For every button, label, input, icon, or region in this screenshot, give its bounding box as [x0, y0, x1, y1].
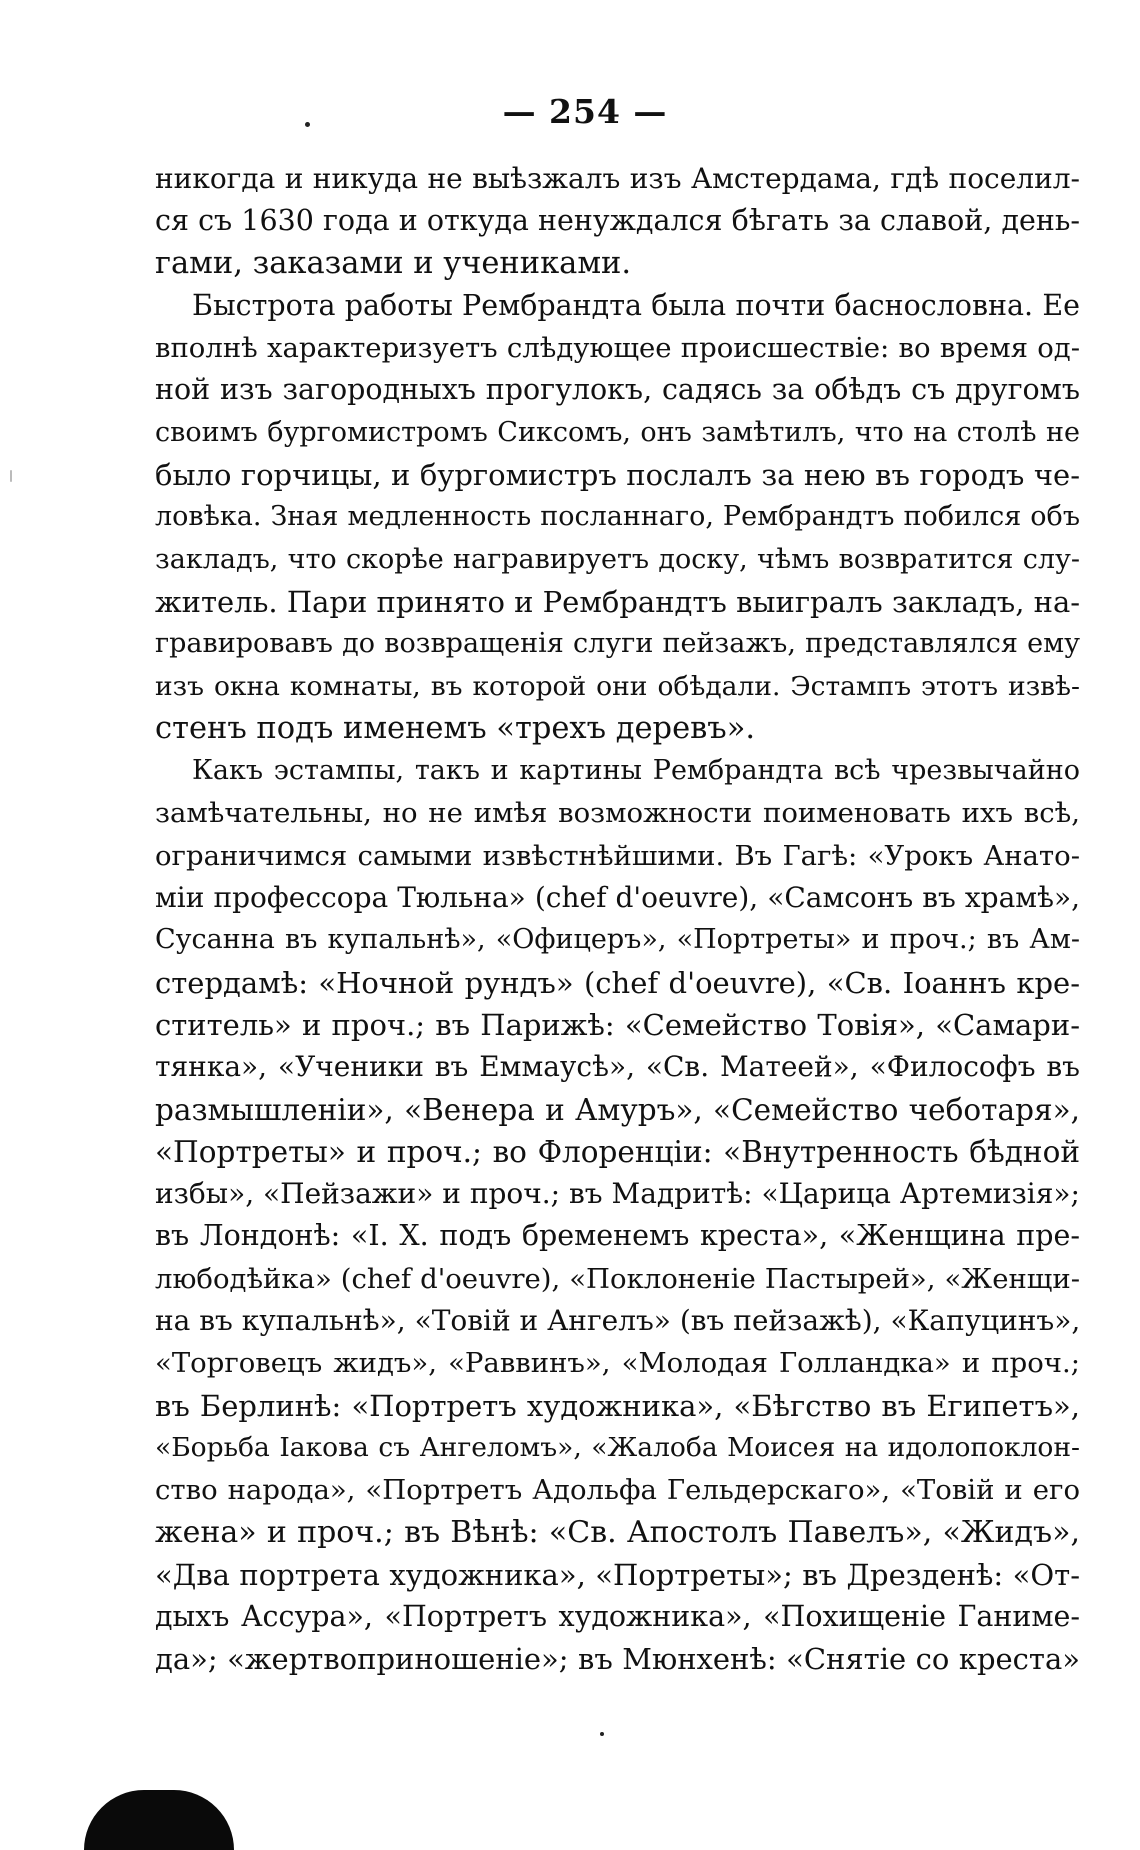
text-line: ство народа», «Портретъ Адольфа Гельдерскаго», «Товій и его: [155, 1474, 1080, 1507]
text-line: да»; «жертвоприношеніе»; въ Мюнхенѣ: «Снятіе со креста»: [155, 1642, 1080, 1677]
text-line: ловѣка. Зная медленность посланнаго, Рембрандтъ побился объ: [155, 501, 1080, 533]
text-line: было горчицы, и бургомистръ послалъ за нею въ городъ че-: [155, 458, 1080, 493]
text-line: замѣчательны, но не имѣя возможности поименовать ихъ всѣ,: [155, 797, 1080, 830]
text-line: «Торговецъ жидъ», «Раввинъ», «Молодая Голландка» и проч.;: [155, 1347, 1080, 1380]
text-line: «Портреты» и проч.; во Флоренціи: «Внутренность бѣдной: [155, 1134, 1080, 1169]
ink-blot: [84, 1790, 234, 1850]
text-line: ной изъ загородныхъ прогулокъ, садясь за обѣдъ съ другомъ: [155, 373, 1080, 407]
text-line: ограничимся самыми извѣстнѣйшими. Въ Гагѣ: «Урокъ Анато-: [155, 839, 1080, 872]
text-line: на въ купальнѣ», «Товій и Ангелъ» (въ пейзажѣ), «Капуцинъ»,: [155, 1304, 1080, 1338]
text-line: гами, заказами и учениками.: [155, 245, 632, 281]
text-line: дыхъ Ассура», «Портретъ художника», «Похищеніе Ганиме-: [155, 1600, 1080, 1634]
text-line: ся съ 1630 года и откуда ненуждался бѣгать за славой, день-: [155, 204, 1080, 238]
text-line: любодѣйка» (chef d'oeuvre), «Поклоненіе Пастырей», «Женщи-: [155, 1262, 1080, 1295]
text-line: тянка», «Ученики въ Еммаусѣ», «Св. Матеей», «Философъ въ: [155, 1050, 1080, 1084]
text-line: міи профессора Тюльна» (chef d'oeuvre), «Самсонъ въ храмѣ»,: [155, 881, 1080, 915]
text-line: избы», «Пейзажи» и проч.; въ Мадритѣ: «Царица Артемизія»;: [155, 1177, 1080, 1211]
body-text: [155, 158, 1080, 1681]
ink-speck: [305, 122, 310, 127]
text-line: въ Берлинѣ: «Портретъ художника», «Бѣгство въ Египетъ»,: [155, 1388, 1080, 1423]
text-line: вполнѣ характеризуетъ слѣдующее происшествіе: во время од-: [155, 332, 1080, 365]
text-line: закладъ, что скорѣе награвируетъ доску, чѣмъ возвратится слу-: [155, 543, 1080, 575]
text-line: Сусанна въ купальнѣ», «Офицеръ», «Портреты» и проч.; въ Ам-: [155, 924, 1080, 956]
text-line: никогда и никуда не выѣзжалъ изъ Амстердама, гдѣ поселил-: [155, 162, 1080, 195]
text-line: «Борьба Іакова съ Ангеломъ», «Жалоба Моисея на идолопоклон-: [155, 1431, 1080, 1463]
text-line: гравировавъ до возвращенія слуги пейзажъ, представлялся ему: [155, 628, 1080, 660]
text-line: въ Лондонѣ: «І. Х. подъ бременемъ креста», «Женщина пре-: [155, 1219, 1080, 1253]
text-line: жена» и проч.; въ Вѣнѣ: «Св. Апостолъ Павелъ», «Жидъ»,: [155, 1514, 1080, 1550]
ink-speck: [10, 470, 12, 482]
text-line: своимъ бургомистромъ Сиксомъ, онъ замѣтилъ, что на столѣ не: [155, 416, 1080, 448]
text-line: стердамѣ: «Ночной рундъ» (chef d'oeuvre), «Св. Іоаннъ кре-: [155, 965, 1080, 1000]
text-line: «Два портрета художника», «Портреты»; въ Дрезденѣ: «От-: [155, 1557, 1080, 1592]
text-line: ститель» и проч.; въ Парижѣ: «Семейство Товія», «Самари-: [155, 1007, 1080, 1042]
page-number: — 254 —: [502, 92, 668, 131]
ink-speck: [600, 1732, 604, 1736]
text-line: житель. Пари принято и Рембрандтъ выигралъ закладъ, на-: [155, 584, 1080, 619]
text-line: Быстрота работы Рембрандта была почти баснословна. Ее: [192, 288, 1080, 322]
text-line: Какъ эстампы, такъ и картины Рембрандта всѣ чрезвычайно: [192, 755, 1080, 787]
text-line: изъ окна комнаты, въ которой они обѣдали. Эстампъ этотъ извѣ-: [155, 670, 1080, 702]
text-line: размышленіи», «Венера и Амуръ», «Семейство чеботаря»,: [155, 1092, 1080, 1127]
text-line: стенъ подъ именемъ «трехъ деревъ».: [155, 710, 756, 746]
